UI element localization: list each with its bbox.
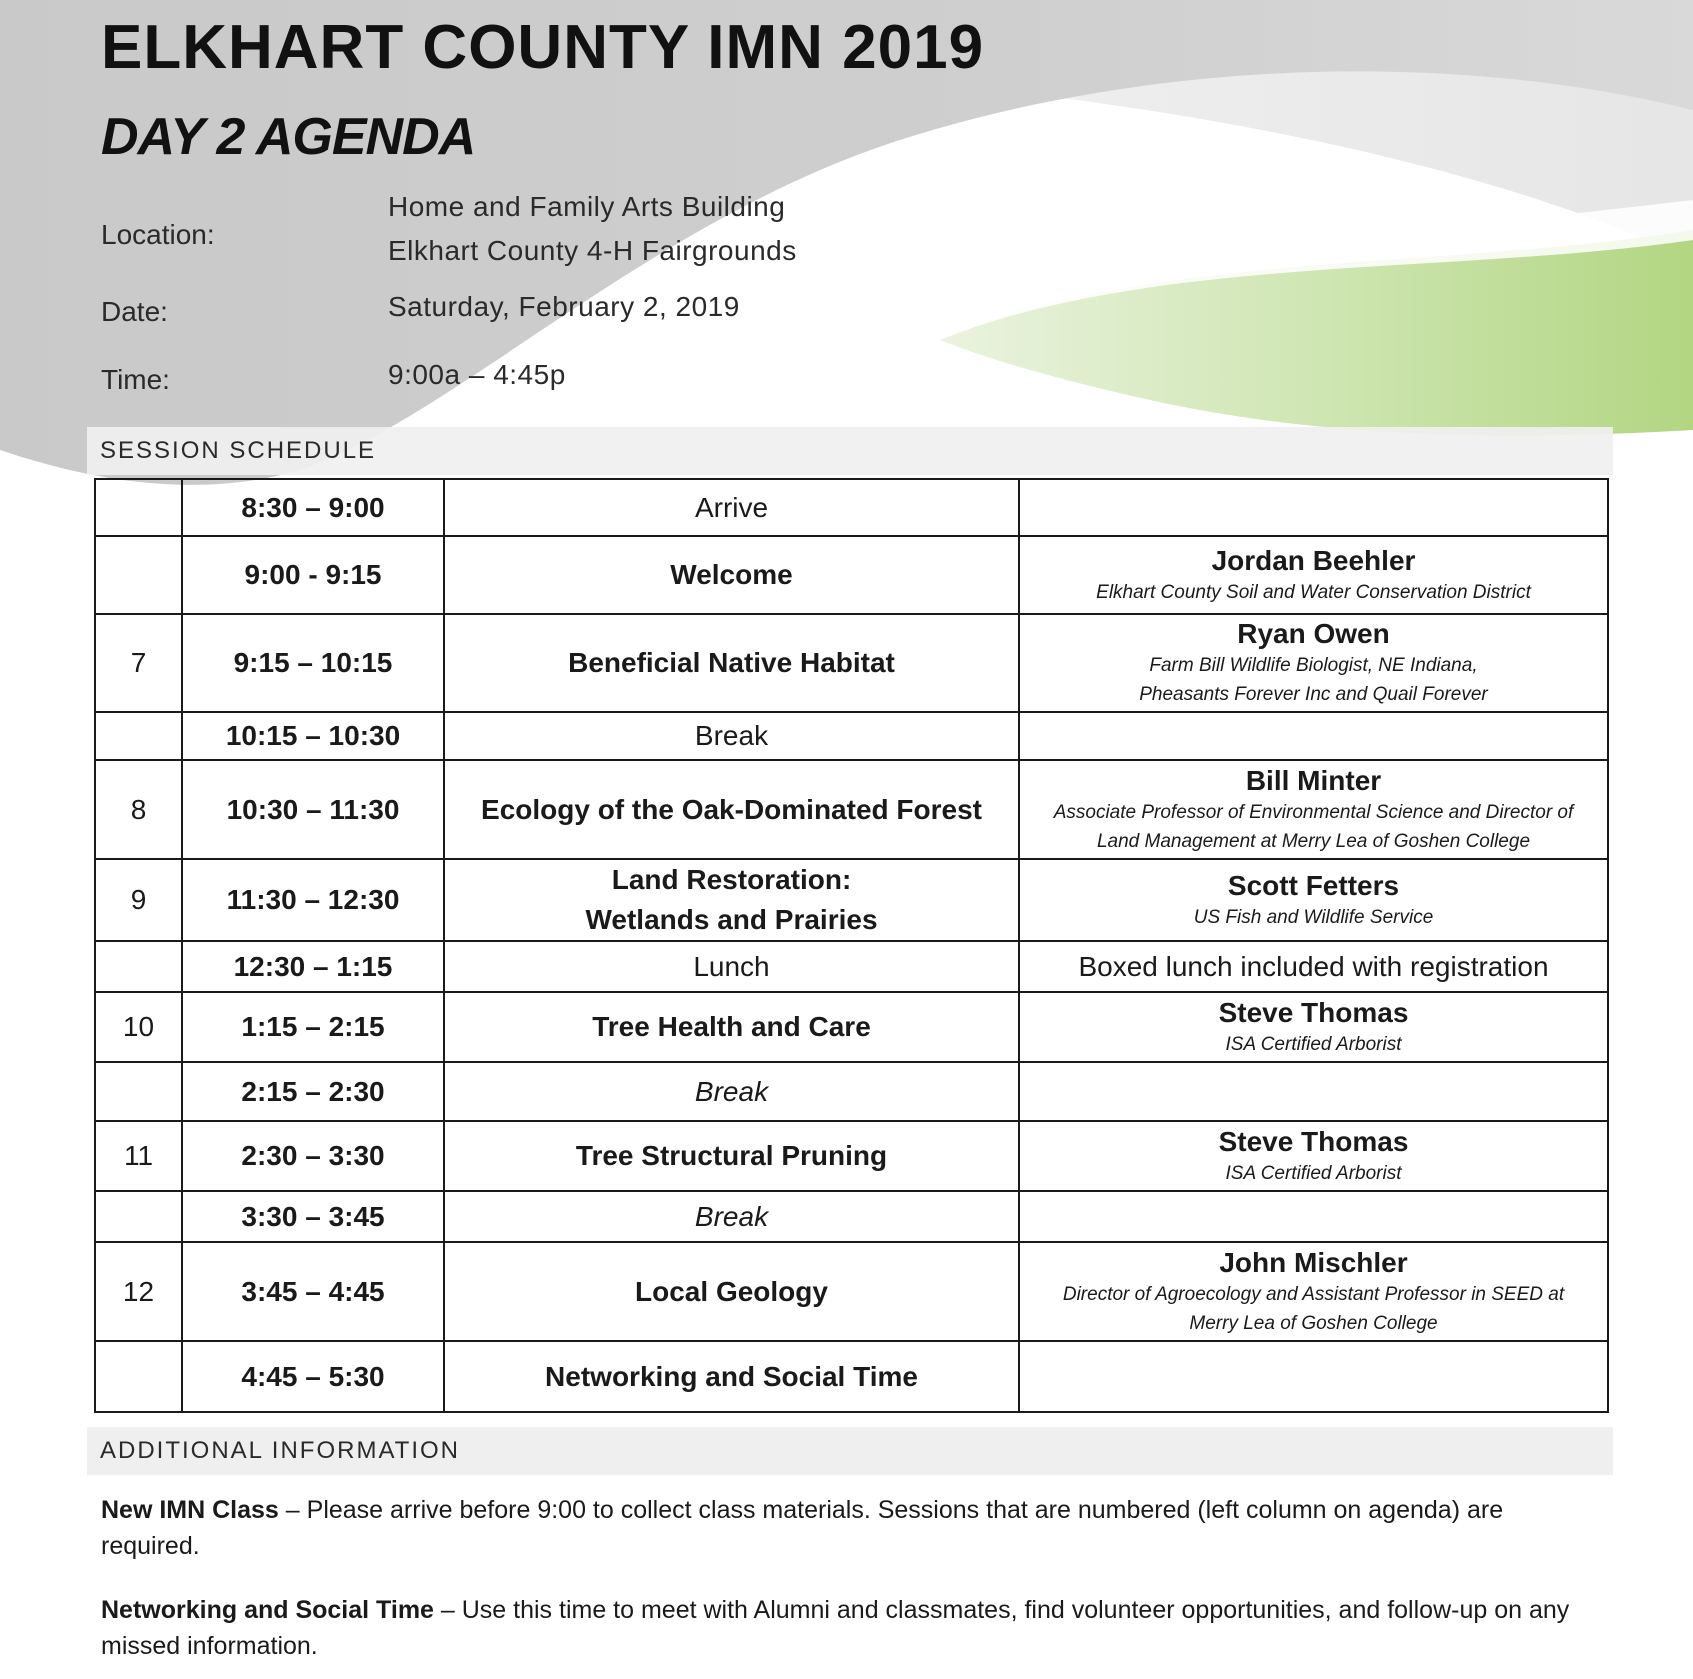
session-time: 10:30 – 11:30 <box>182 760 444 859</box>
speaker-affiliation: ISA Certified Arborist <box>1225 1162 1402 1184</box>
session-speaker <box>1019 1242 1608 1341</box>
speaker-affiliation: ISA Certified Arborist <box>1225 1033 1402 1055</box>
session-speaker <box>1019 614 1608 712</box>
session-number <box>95 1062 182 1121</box>
session-time: 11:30 – 12:30 <box>182 859 444 941</box>
session-title-line1: Land Restoration: <box>611 864 852 895</box>
session-title: Lunch <box>444 941 1019 992</box>
table-row <box>95 941 1608 992</box>
speaker-affiliation: Farm Bill Wildlife Biologist, NE Indiana, <box>1149 655 1478 676</box>
speaker-name: Steve Thomas <box>1218 1125 1409 1157</box>
session-time: 9:00 - 9:15 <box>182 536 444 614</box>
session-time: 3:45 – 4:45 <box>182 1242 444 1341</box>
session-speaker <box>1019 992 1608 1062</box>
page-title: ELKHART COUNTY IMN 2019 <box>101 13 985 82</box>
location-line2: Elkhart County 4-H Fairgrounds <box>388 235 797 266</box>
table-row <box>95 712 1608 760</box>
table-row <box>95 1062 1608 1121</box>
session-number <box>95 941 182 992</box>
session-speaker <box>1019 479 1608 536</box>
time-value: 9:00a – 4:45p <box>388 359 566 390</box>
session-title: Break <box>444 1191 1019 1242</box>
session-time: 4:45 – 5:30 <box>182 1341 444 1412</box>
speaker-name: Jordan Beehler <box>1211 544 1416 576</box>
session-time: 8:30 – 9:00 <box>182 479 444 536</box>
session-note: Boxed lunch included with registration <box>1019 941 1608 992</box>
table-row <box>95 992 1608 1062</box>
session-number <box>95 479 182 536</box>
session-time: 3:30 – 3:45 <box>182 1191 444 1242</box>
session-time: 2:30 – 3:30 <box>182 1121 444 1191</box>
speaker-affiliation: US Fish and Wildlife Service <box>1193 906 1434 928</box>
session-schedule-table <box>94 478 1609 1413</box>
session-speaker <box>1019 1121 1608 1191</box>
session-speaker <box>1019 1191 1608 1242</box>
speaker-affiliation-line2: Pheasants Forever Inc and Quail Forever <box>1139 684 1488 705</box>
session-title <box>444 859 1019 941</box>
session-number <box>95 712 182 760</box>
session-number: 11 <box>95 1121 182 1191</box>
page-subtitle: DAY 2 AGENDA <box>101 108 476 166</box>
note-text: – Please arrive before 9:00 to collect class materials. Sessions that are numbered (left column on agenda) are required. <box>101 1496 1504 1560</box>
session-speaker <box>1019 1341 1608 1412</box>
table-row <box>95 536 1608 614</box>
session-time: 1:15 – 2:15 <box>182 992 444 1062</box>
session-speaker <box>1019 760 1608 859</box>
speaker-affiliation: Elkhart County Soil and Water Conservation District <box>1096 581 1531 603</box>
session-title: Tree Health and Care <box>444 992 1019 1062</box>
table-row <box>95 1242 1608 1341</box>
speaker-affiliation-line2: Merry Lea of Goshen College <box>1189 1312 1438 1334</box>
speaker-affiliation: Director of Agroecology and Assistant Professor in SEED at <box>1062 1283 1565 1305</box>
table-row <box>95 1341 1608 1412</box>
session-title: Networking and Social Time <box>444 1341 1019 1412</box>
session-number <box>95 1341 182 1412</box>
date-label: Date: <box>101 296 168 327</box>
session-number <box>95 536 182 614</box>
location-label: Location: <box>101 219 215 250</box>
note-term: Networking and Social Time <box>101 1596 434 1624</box>
session-title: Arrive <box>444 479 1019 536</box>
session-title: Ecology of the Oak-Dominated Forest <box>444 760 1019 859</box>
session-title: Local Geology <box>444 1242 1019 1341</box>
speaker-name: Ryan Owen <box>1237 618 1390 649</box>
session-title: Beneficial Native Habitat <box>444 614 1019 712</box>
session-title: Tree Structural Pruning <box>444 1121 1019 1191</box>
date-value: Saturday, February 2, 2019 <box>388 291 740 322</box>
networking-note <box>101 1592 1601 1664</box>
session-number: 10 <box>95 992 182 1062</box>
time-label: Time: <box>101 364 170 395</box>
speaker-name: Scott Fetters <box>1227 869 1400 901</box>
location-line1: Home and Family Arts Building <box>388 191 786 222</box>
note-term: New IMN Class <box>101 1496 279 1524</box>
session-title: Break <box>444 712 1019 760</box>
session-title: Welcome <box>444 536 1019 614</box>
session-time: 12:30 – 1:15 <box>182 941 444 992</box>
session-number: 7 <box>95 614 182 712</box>
speaker-affiliation: Associate Professor of Environmental Science and Director of <box>1053 801 1574 823</box>
session-number: 8 <box>95 760 182 859</box>
session-speaker <box>1019 1062 1608 1121</box>
session-time: 2:15 – 2:30 <box>182 1062 444 1121</box>
table-row <box>95 1191 1608 1242</box>
session-title: Break <box>444 1062 1019 1121</box>
table-row <box>95 479 1608 536</box>
session-number: 12 <box>95 1242 182 1341</box>
session-schedule-heading: SESSION SCHEDULE <box>87 427 1613 475</box>
speaker-name: John Mischler <box>1219 1246 1408 1278</box>
note-text: – Use this time to meet with Alumni and classmates, find volunteer opportunities, and follow-up on any missed information. <box>101 1596 1570 1660</box>
session-number <box>95 1191 182 1242</box>
session-number: 9 <box>95 859 182 941</box>
new-imn-class-note <box>101 1492 1601 1564</box>
session-speaker <box>1019 859 1608 941</box>
speaker-affiliation-line2: Land Management at Merry Lea of Goshen College <box>1096 830 1531 852</box>
table-row <box>95 760 1608 859</box>
table-row <box>95 1121 1608 1191</box>
session-time: 9:15 – 10:15 <box>182 614 444 712</box>
session-speaker <box>1019 536 1608 614</box>
table-row <box>95 614 1608 712</box>
speaker-name: Steve Thomas <box>1218 996 1409 1028</box>
additional-information-heading: ADDITIONAL INFORMATION <box>87 1427 1613 1475</box>
table-row <box>95 859 1608 941</box>
session-time: 10:15 – 10:30 <box>182 712 444 760</box>
session-title-line2: Wetlands and Prairies <box>585 904 878 935</box>
speaker-name: Bill Minter <box>1245 764 1382 796</box>
session-speaker <box>1019 712 1608 760</box>
